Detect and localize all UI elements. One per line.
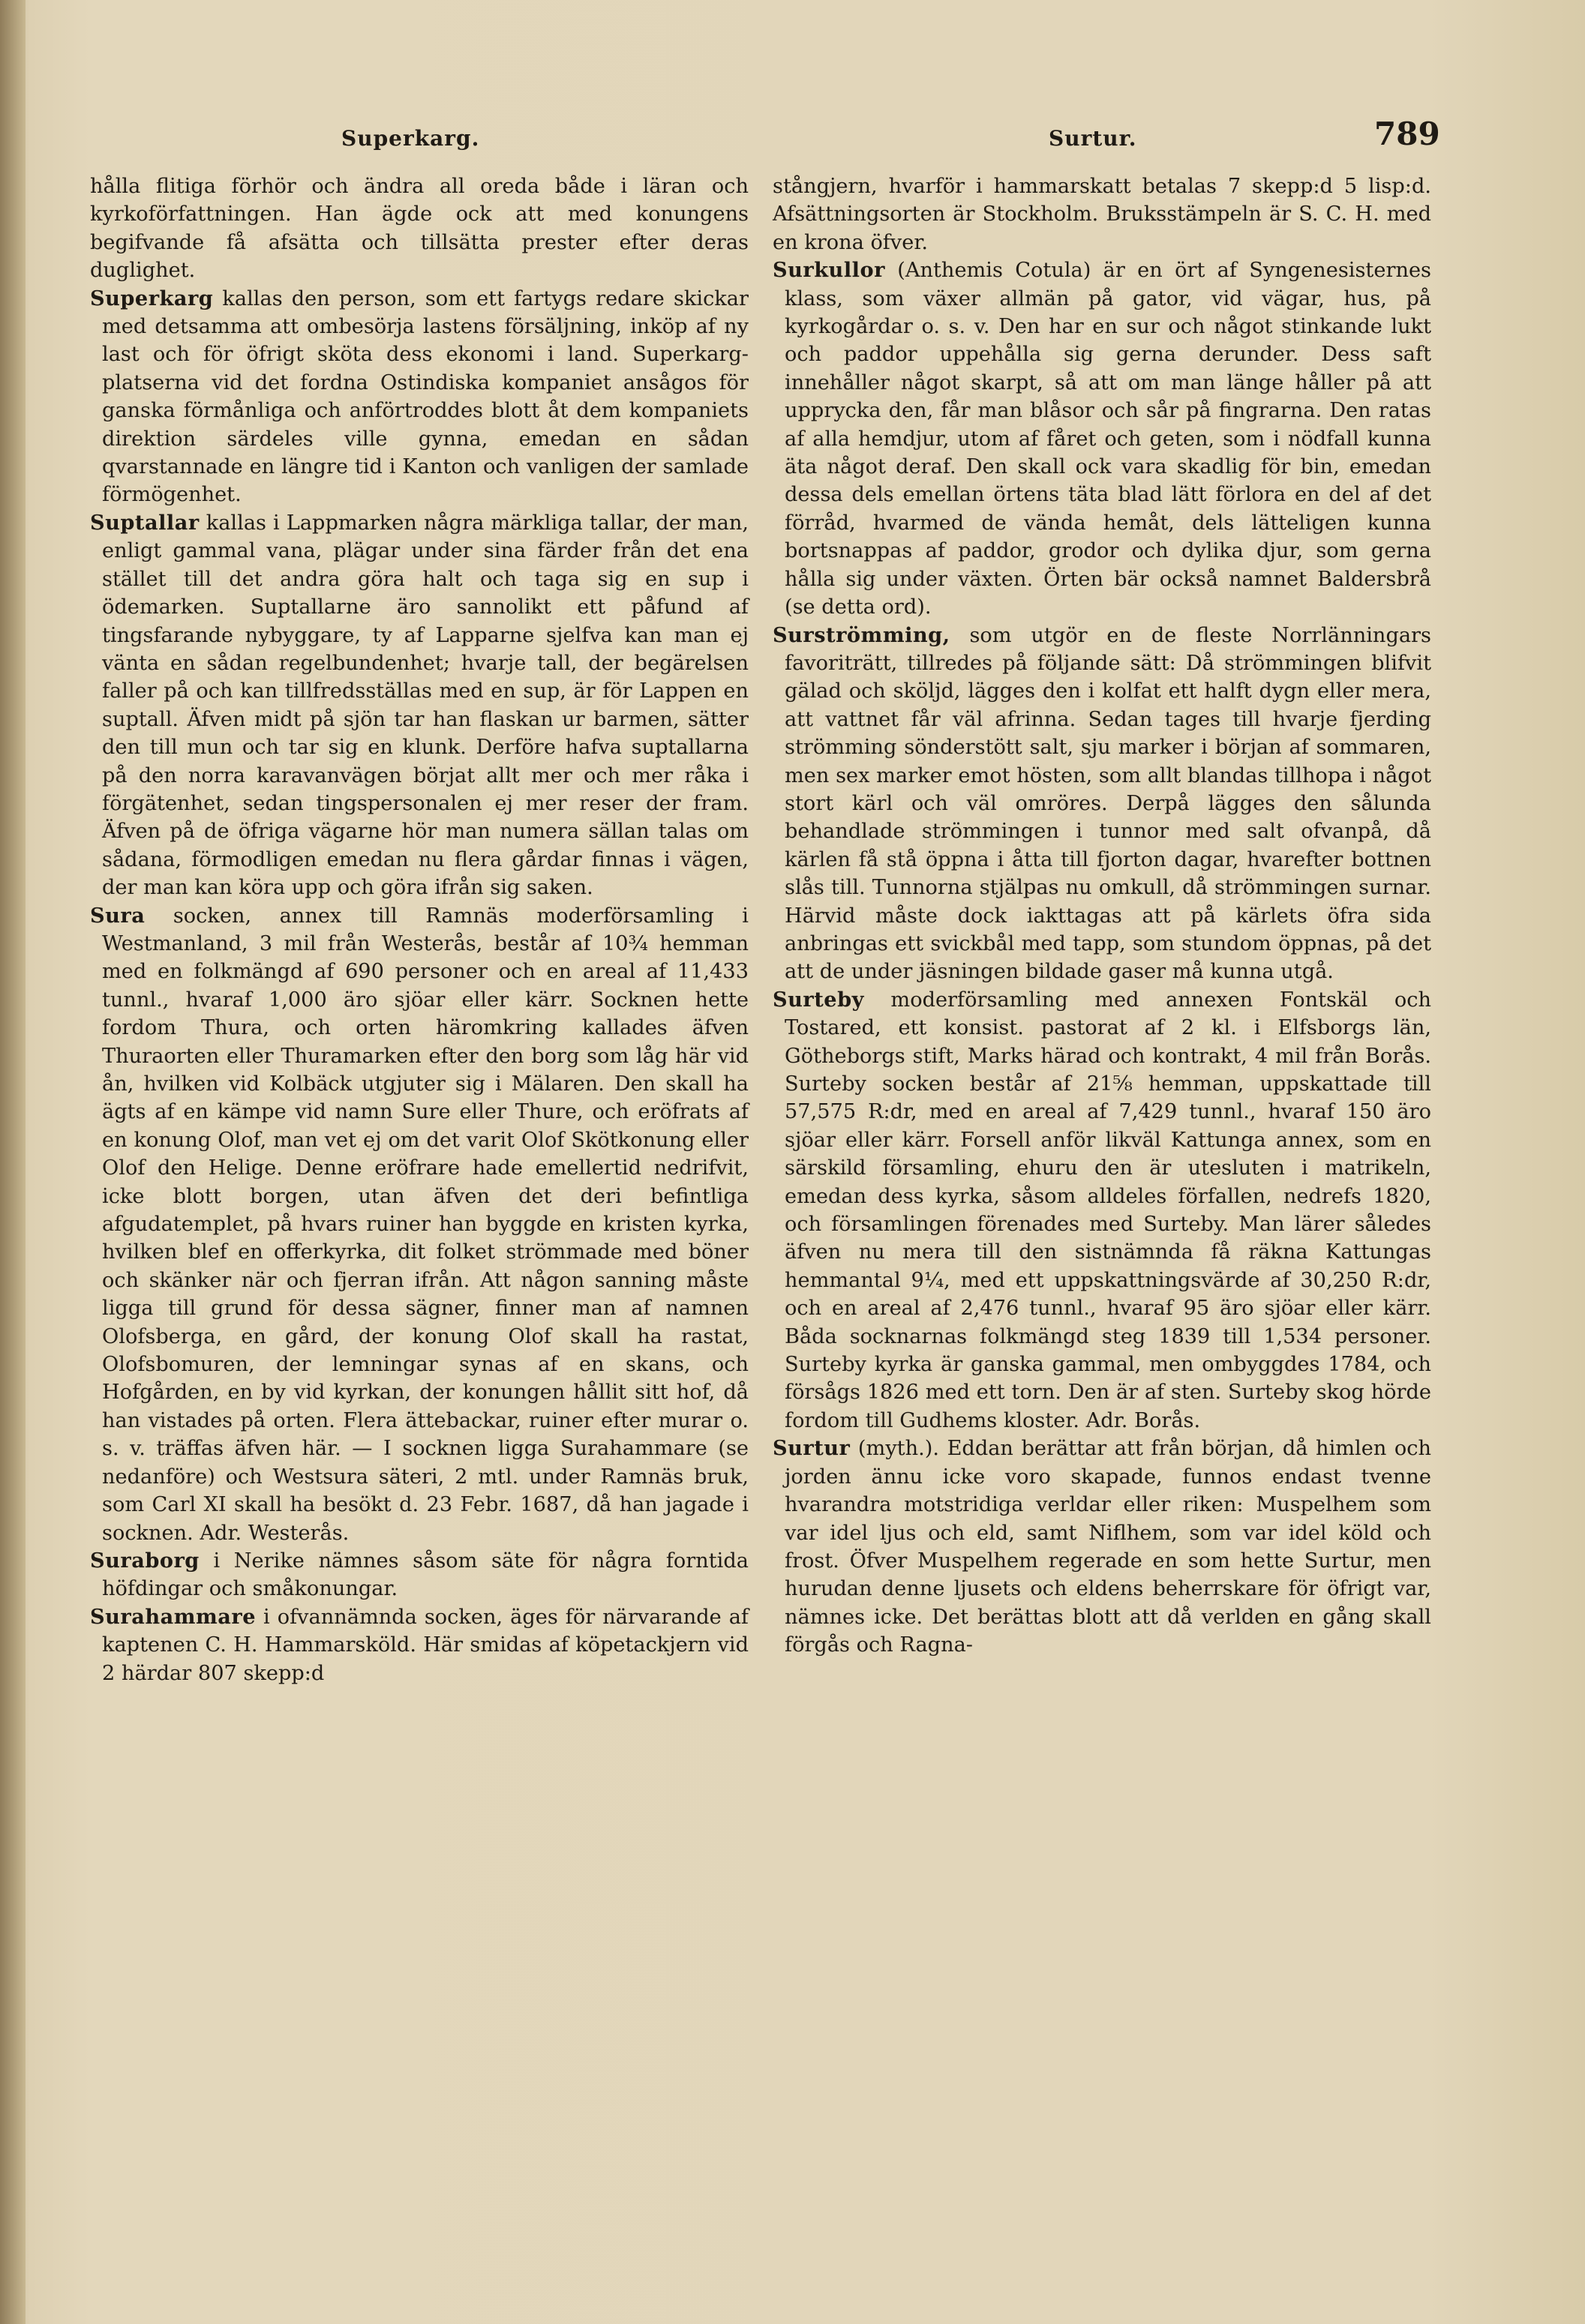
entry-text: (myth.). Eddan berättar att från början, då himlen och jorden ännu icke voro skapade, funnos endast tvenne hvarandra motstridiga verldar eller riken: Muspelhem som var idel ljus och eld, samt Niflhem, som var idel köld och frost. Öfver Muspelhem regerade en som hette Surtur, men hurudan denne ljusets och eldens beherrskare för öfrigt var, nämnes icke. Det berättas blott att då verlden en gång skall förgås och Ragna-: [785, 1437, 1431, 1657]
entry: [90, 172, 749, 285]
entry-text: i ofvannämnda socken, äges för närvarande af kaptenen C. H. Hammarsköld. Här smidas af köpetackjern vid 2 härdar 807 skepp:d: [102, 1605, 749, 1685]
left-header-title: Superkarg.: [341, 126, 480, 151]
entry: [773, 172, 1431, 256]
running-header: [0, 111, 1585, 156]
entry-headword: Superkarg: [90, 286, 214, 310]
entry-headword: Surahammare: [90, 1604, 256, 1629]
entry-headword: Suptallar: [90, 510, 200, 535]
entry-text: kallas den person, som ett fartygs redare skickar med detsamma att ombesörja lastens försäljning, inköp af ny last och för öfrigt sköta dess ekonomi i land. Superkarg-platserna vid det fordna Ostindiska kompaniet ansågos för ganska förmånliga och anförtroddes blott åt dem kompaniets direktion särdeles ville gynna, emedan en sådan qvarstannade en längre tid i Kanton och vanligen der samlade förmögenhet.: [102, 286, 749, 507]
right-column: [773, 172, 1431, 1660]
entry: [90, 902, 749, 1547]
entry-headword: Suraborg: [90, 1548, 200, 1573]
entry: [90, 1547, 749, 1603]
entry: [773, 986, 1431, 1435]
page-number: 789: [1374, 115, 1440, 152]
entry-text: stångjern, hvarför i hammarskatt betalas 7 skepp:d 5 lisp:d. Afsättningsorten är Stockholm. Bruksstämpeln är S. C. H. med en krona öfver.: [773, 175, 1431, 254]
entry-headword: Sura: [90, 903, 146, 928]
right-header-title: Surtur.: [1049, 126, 1137, 151]
entry-text: kallas i Lappmarken några märkliga tallar, der man, enligt gammal vana, plägar under sina färder från det ena stället till det andra göra halt och taga sig en sup i ödemarken. Suptallarne äro sannolikt ett påfund af tingsfarande nybyggare, ty af Lapparne sjelfva kan man ej vänta en sådan regelbundenhet; hvarje tall, der begärelsen faller på och kan tillfredsställas med en sup, är för Lappen en suptall. Äfven midt på sjön tar han flaskan ur barmen, sätter den till mun och tar sig en klunk. Derföre hafva suptallarna på den norra karavanvägen börjat allt mer och mer råka i förgätenhet, sedan tingspersonalen ej mer reser der fram. Äfven på de öfriga vägarne hör man numera sällan talas om sådana, förmodligen emedan nu flera gårdar finnas i vägen, der man kan köra upp och göra ifrån sig saken.: [102, 511, 749, 900]
left-column: [90, 172, 749, 1687]
entry-headword: Surströmming,: [773, 622, 950, 647]
entry-text: moderförsamling med annexen Fontskäl och Tostared, ett konsist. pastorat af 2 kl. i Elfsborgs län, Götheborgs stift, Marks härad och kontrakt, 4 mil från Borås. Surteby socken består af 21⅝ hemman, uppskattade till 57,575 R:dr, med en areal af 7,429 tunnl., hvaraf 150 äro sjöar eller kärr. Forsell anför likväl Kattunga annex, som en särskild församling, ehuru den är utesluten i matrikeln, emedan dess kyrka, såsom alldeles förfallen, nedrefs 1820, och församlingen förenades med Surteby. Man lärer således äfven nu mera till den sistnämnda få räkna Kattungas hemmantal 9¼, med ett uppskattningsvärde af 30,250 R:dr, och en areal af 2,476 tunnl., hvaraf 95 äro sjöar eller kärr. Båda socknarnas folkmängd steg 1839 till 1,534 personer. Surteby kyrka är ganska gammal, men ombyggdes 1784, och försågs 1826 med ett torn. Den är af sten. Surteby skog hörde fordom till Gudhems kloster. Adr. Borås.: [785, 988, 1431, 1432]
entry: [773, 1435, 1431, 1659]
entry: [773, 256, 1431, 621]
entry-headword: Surtur: [773, 1436, 851, 1461]
page-gutter: [0, 0, 26, 2324]
entry: [773, 622, 1431, 986]
entry-headword: Surteby: [773, 987, 864, 1012]
entry: [90, 509, 749, 902]
entry: [90, 1603, 749, 1687]
entry-text: socken, annex till Ramnäs moderförsamling i Westmanland, 3 mil från Westerås, består af 10¾ hemman med en folkmängd af 690 personer och en areal af 11,433 tunnl., hvaraf 1,000 äro sjöar eller kärr. Socknen hette fordom Thura, och orten häromkring kallades äfven Thuraorten eller Thuramarken efter den borg som låg här vid ån, hvilken vid Kolbäck utgjuter sig i Mälaren. Den skall ha ägts af en kämpe vid namn Sure eller Thure, och eröfrats af en konung Olof, man vet ej om det varit Olof Skötkonung eller Olof den Helige. Denne eröfrare hade emellertid nedrifvit, icke blott borgen, utan äfven det deri befintliga afgudatemplet, på hvars ruiner han byggde en kristen kyrka, hvilken blef en offerkyrka, dit folket strömmade med böner och skänker när och fjerran ifrån. Att någon sanning måste ligga till grund för dessa sägner, finner man af namnen Olofsberga, en gård, der konung Olof skall ha rastat, Olofsbomuren, der lemningar synas af en skans, och Hofgården, en by vid kyrkan, der konungen hållit sitt hof, då han vistades på orten. Flera ättebackar, ruiner efter murar o. s. v. träffas äfven här. — I socknen ligga Surahammare (se nedanföre) och Westsura säteri, 2 mtl. under Ramnäs bruk, som Carl XI skall ha besökt d. 23 Febr. 1687, då han jagade i socknen. Adr. Westerås.: [102, 904, 749, 1545]
entry: [90, 285, 749, 509]
entry-text: hålla flitiga förhör och ändra all oreda både i läran och kyrkoförfattningen. Han ägde ock att med konungens begifvande få afsätta och tillsätta prester efter deras duglighet.: [90, 175, 749, 283]
entry-headword: Surkullor: [773, 258, 885, 283]
entry-text: (Anthemis Cotula) är en ört af Syngenesisternes klass, som växer allmän på gator, vid vägar, hus, på kyrkogårdar o. s. v. Den har en sur och något stinkande lukt och paddor uppehålla sig gerna derunder. Dess saft innehåller något skarpt, så att om man länge håller på att upprycka den, får man blåsor och sår på fingrarna. Den ratas af alla hemdjur, utom af fåret och geten, som i nödfall kunna äta något deraf. Den skall ock vara skadlig för bin, emedan dessa dels emellan örtens täta blad lätt förlora en del af det förråd, hvarmed de vända hemåt, dels lätteligen kunna bortsnappas af paddor, grodor och dylika djur, som gerna hålla sig under växten. Örten bär också namnet Baldersbrå (se detta ord).: [785, 259, 1431, 619]
entry-text: i Nerike nämnes såsom säte för några forntida höfdingar och småkonungar.: [102, 1549, 749, 1601]
entry-text: som utgör en de fleste Norrlänningars favoriträtt, tillredes på följande sätt: Då strömmingen blifvit gälad och sköljd, lägges den i kolfat ett halft dygn eller mera, att vattnet får väl afrinna. Sedan tages till hvarje fjerding strömming sönderstött salt, sju marker i början af sommaren, men sex marker emot hösten, som allt blandas tillhopa i något stort kärl och väl omröres. Derpå lägges den sålunda behandlade strömmingen i tunnor med salt ofvanpå, då kärlen få stå öppna i åtta till fjorton dagar, hvarefter bottnen slås till. Tunnorna stjälpas nu omkull, då strömmingen surnar. Härvid måste dock iakttagas att på kärlets öfra sida anbringas ett svickbål med tapp, som stundom öppnas, på det att de under jäsningen bildade gaser må kunna utgå.: [785, 623, 1431, 984]
